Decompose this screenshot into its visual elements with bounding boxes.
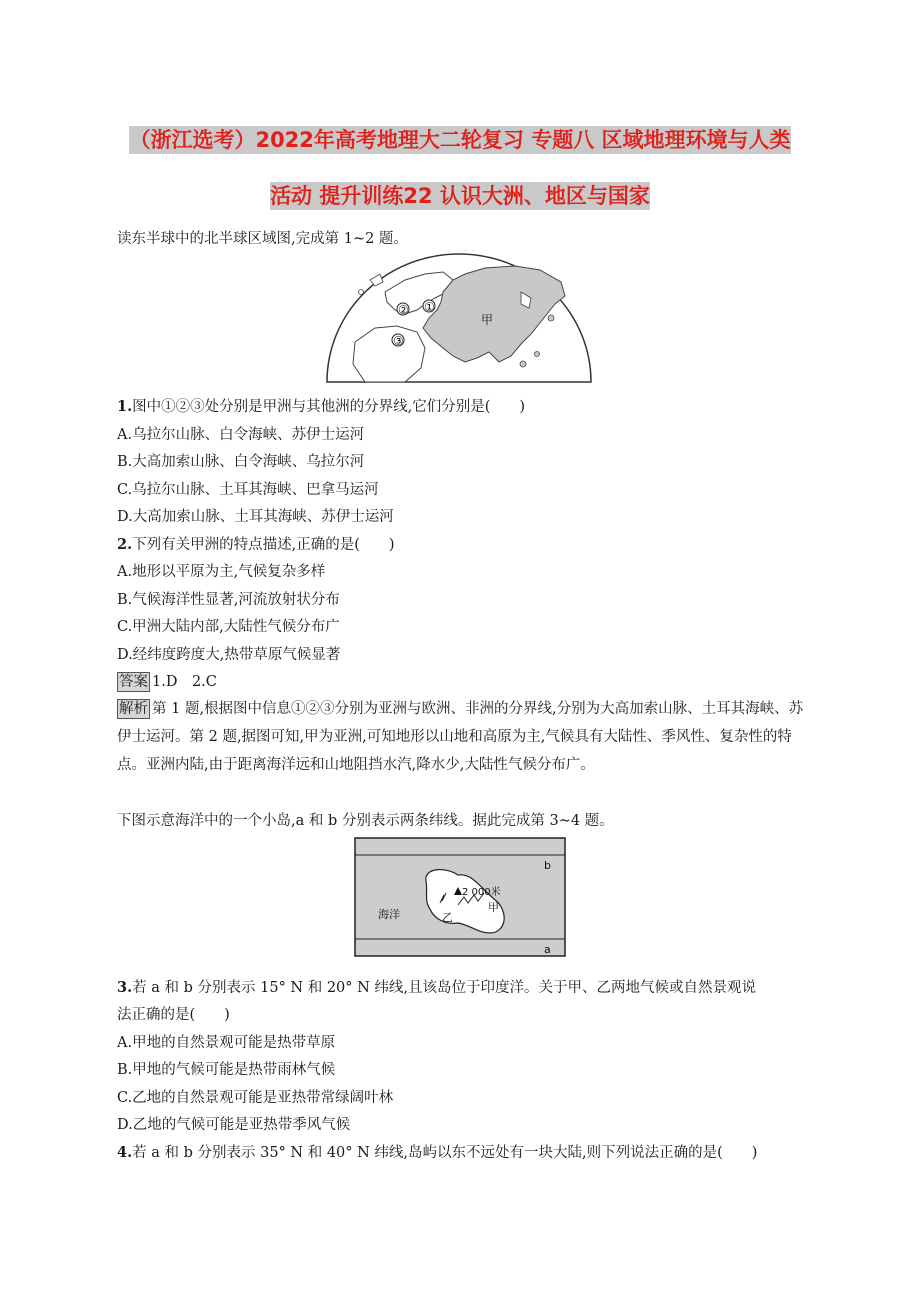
q1-option-d: D.大高加索山脉、土耳其海峡、苏伊士运河 — [117, 509, 394, 525]
label-ocean: 海洋 — [378, 908, 400, 921]
question-4-stem: 4.若 a 和 b 分别表示 35° N 和 40° N 纬线,岛屿以东不远处有一块大陆,则下列说法正确的是( ) — [117, 1144, 758, 1161]
label-yi-island: 乙 — [442, 911, 453, 924]
answer-tag: 答案 — [119, 674, 148, 690]
q3-option-d: D.乙地的气候可能是亚热带季风气候 — [117, 1117, 351, 1133]
elevation-label: 2 000米 — [462, 887, 501, 898]
intro-q3-4: 下图示意海洋中的一个小岛,a 和 b 分别表示两条纬线。据此完成第 3~4 题。 — [117, 813, 614, 829]
question-2-stem: 2.下列有关甲洲的特点描述,正确的是( ) — [117, 536, 395, 553]
question-3-stem-line1: 3.若 a 和 b 分别表示 15° N 和 20° N 纬线,且该岛位于印度洋。关于甲、乙两地气候或自然景观说 — [117, 979, 757, 996]
intro-q1-2: 读东半球中的北半球区域图,完成第 1~2 题。 — [117, 231, 408, 247]
question-3-stem-line2: 法正确的是( ) — [117, 1007, 230, 1023]
q3-option-c: C.乙地的自然景观可能是亚热带常绿阔叶林 — [117, 1090, 394, 1106]
island-map — [354, 837, 566, 957]
q1-option-b: B.大高加索山脉、白令海峡、乌拉尔河 — [117, 454, 365, 470]
latitude-a: a — [544, 943, 551, 956]
q2-option-a: A.地形以平原为主,气候复杂多样 — [117, 564, 326, 580]
q3-option-b: B.甲地的气候可能是热带雨林气候 — [117, 1062, 336, 1078]
marker-3: ③ — [393, 334, 404, 348]
document-title-line2: 活动 提升训练22 认识大洲、地区与国家 — [270, 184, 650, 208]
analysis-tag: 解析 — [119, 701, 148, 717]
analysis-paragraph: 解析 第 1 题,根据图中信息①②③分别为亚洲与欧洲、非洲的分界线,分别为大高加索山脉、土耳其海峡、苏伊士运河。第 2 题,据图可知,甲为亚洲,可知地形以山地和高原为主,气候具有大陆性、季风性、复杂性的特点。亚洲内陆,由于距离海洋远和山地阻挡水汽,降水少,大陆性气候分布广。 — [117, 701, 804, 773]
q3-option-a: A.甲地的自然景观可能是热带草原 — [117, 1035, 336, 1051]
q1-option-c: C.乌拉尔山脉、土耳其海峡、巴拿马运河 — [117, 482, 379, 498]
document-title-line1: （浙江选考）2022年高考地理大二轮复习 专题八 区域地理环境与人类 — [129, 128, 791, 152]
answer-line: 答案 1.D 2.C — [119, 674, 217, 690]
hemisphere-map — [325, 252, 593, 384]
latitude-b: b — [544, 859, 551, 872]
q2-option-c: C.甲洲大陆内部,大陆性气候分布广 — [117, 619, 340, 635]
q2-option-b: B.气候海洋性显著,河流放射状分布 — [117, 592, 340, 608]
question-1-stem: 1.图中①②③处分别是甲洲与其他洲的分界线,它们分别是( ) — [117, 398, 526, 415]
label-jia-island: 甲 — [488, 901, 499, 914]
q1-option-a: A.乌拉尔山脉、白令海峡、苏伊士运河 — [117, 427, 365, 443]
label-jia: 甲 — [481, 313, 494, 327]
marker-2: ② — [398, 303, 409, 317]
q2-option-d: D.经纬度跨度大,热带草原气候显著 — [117, 647, 341, 663]
marker-1: ① — [424, 300, 435, 314]
